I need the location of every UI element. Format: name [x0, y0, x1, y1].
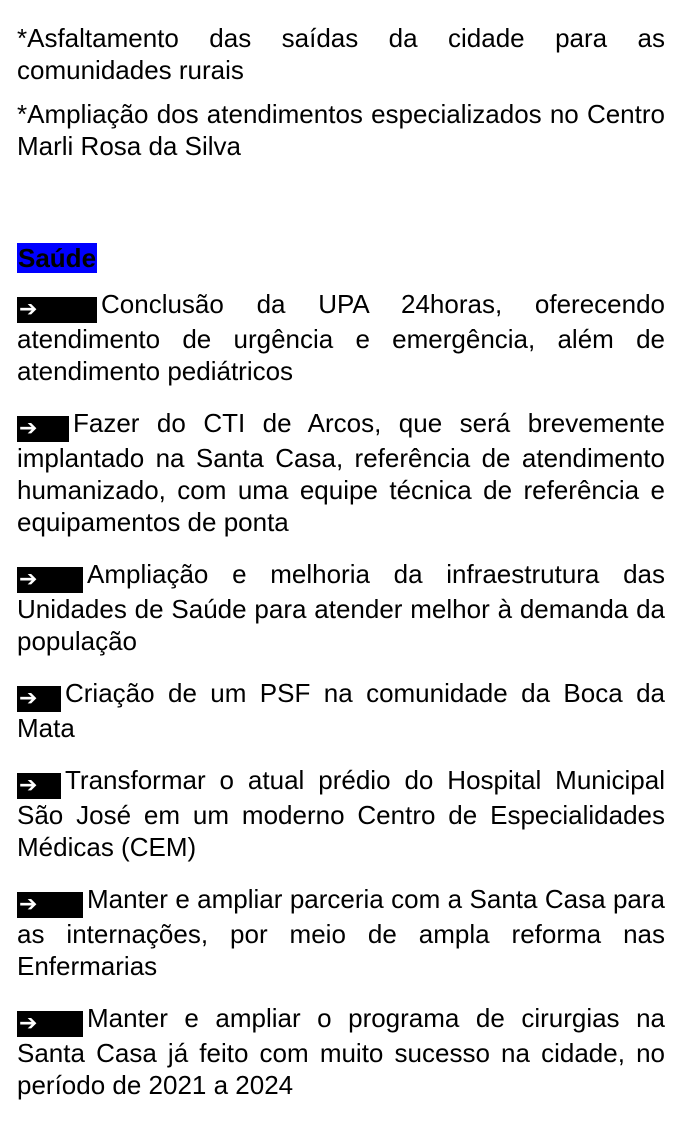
arrow-right-icon: ➔	[17, 1011, 83, 1037]
arrow-right-icon: ➔	[17, 773, 61, 799]
arrow-right-icon: ➔	[17, 416, 69, 442]
section-title-health	[17, 242, 665, 274]
intro-item-paving: *Asfaltamento das saídas da cidade para as comunidades rurais	[17, 23, 665, 85]
arrow-right-icon: ➔	[17, 297, 97, 323]
list-item-text: Criação de um PSF na comunidade da Boca da Mata	[17, 678, 665, 743]
list-item	[17, 288, 665, 387]
list-item	[17, 1002, 665, 1101]
arrow-right-icon: ➔	[17, 892, 83, 918]
document-page	[17, 22, 665, 1121]
list-item-text: Ampliação e melhoria da infraestrutura das Unidades de Saúde para atender melhor à demanda da população	[17, 559, 665, 656]
intro-item-specialized-care: *Ampliação dos atendimentos especializados no Centro Marli Rosa da Silva	[17, 99, 665, 161]
list-item	[17, 677, 665, 744]
list-item-text: Transformar o atual prédio do Hospital Municipal São José em um moderno Centro de Especialidades Médicas (CEM)	[17, 765, 665, 862]
list-item-text: Manter e ampliar parceria com a Santa Casa para as internações, por meio de ampla reforma nas Enfermarias	[17, 884, 665, 981]
list-item-text: Conclusão da UPA 24horas, oferecendo atendimento de urgência e emergência, além de atendimento pediátricos	[17, 289, 665, 386]
list-item-text: Manter e ampliar o programa de cirurgias na Santa Casa já feito com muito sucesso na cidade, no período de 2021 a 2024	[17, 1003, 665, 1100]
list-item	[17, 764, 665, 863]
arrow-right-icon: ➔	[17, 686, 61, 712]
arrow-right-icon: ➔	[17, 567, 83, 593]
section-title-text: Saúde	[18, 243, 97, 273]
list-item	[17, 558, 665, 657]
list-item	[17, 883, 665, 982]
list-item	[17, 407, 665, 538]
list-item-text: Fazer do CTI de Arcos, que será brevemente implantado na Santa Casa, referência de atendimento humanizado, com uma equipe técnica de referência e equipamentos de ponta	[17, 408, 665, 537]
